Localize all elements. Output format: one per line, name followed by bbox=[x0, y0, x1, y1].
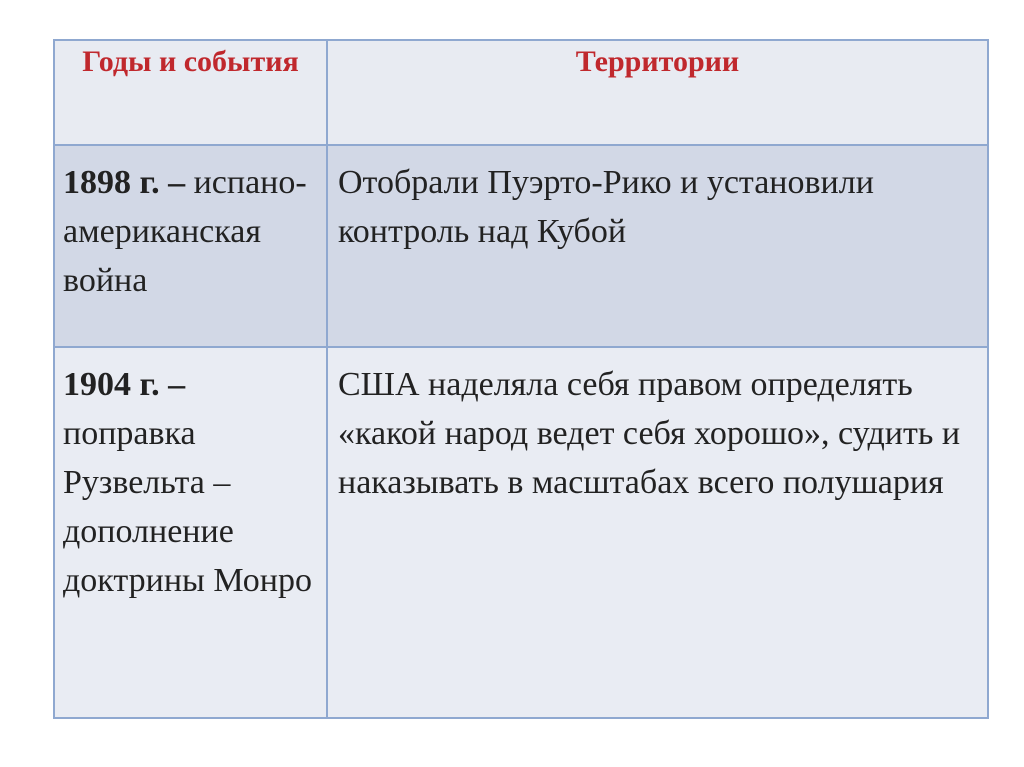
territory-cell: Отобрали Пуэрто-Рико и установили контроль над Кубой bbox=[327, 145, 988, 347]
year-event-cell bbox=[54, 145, 327, 347]
table-row bbox=[54, 145, 988, 347]
table-header-row bbox=[54, 40, 988, 145]
year-event-cell bbox=[54, 347, 327, 718]
header-territories: Территории bbox=[327, 40, 988, 145]
year-label: 1898 г. – bbox=[63, 164, 186, 201]
event-label: испано-американская война bbox=[63, 164, 307, 299]
header-years-events: Годы и события bbox=[54, 40, 327, 145]
event-label: поправка Рузвельта – дополнение доктрины Монро bbox=[63, 415, 312, 599]
year-label: 1904 г. – bbox=[63, 366, 186, 403]
territory-cell: США наделяла себя правом определять «какой народ ведет себя хорошо», судить и наказывать в масштабах всего полушария bbox=[327, 347, 988, 718]
table-row bbox=[54, 347, 988, 718]
history-table bbox=[53, 39, 989, 719]
